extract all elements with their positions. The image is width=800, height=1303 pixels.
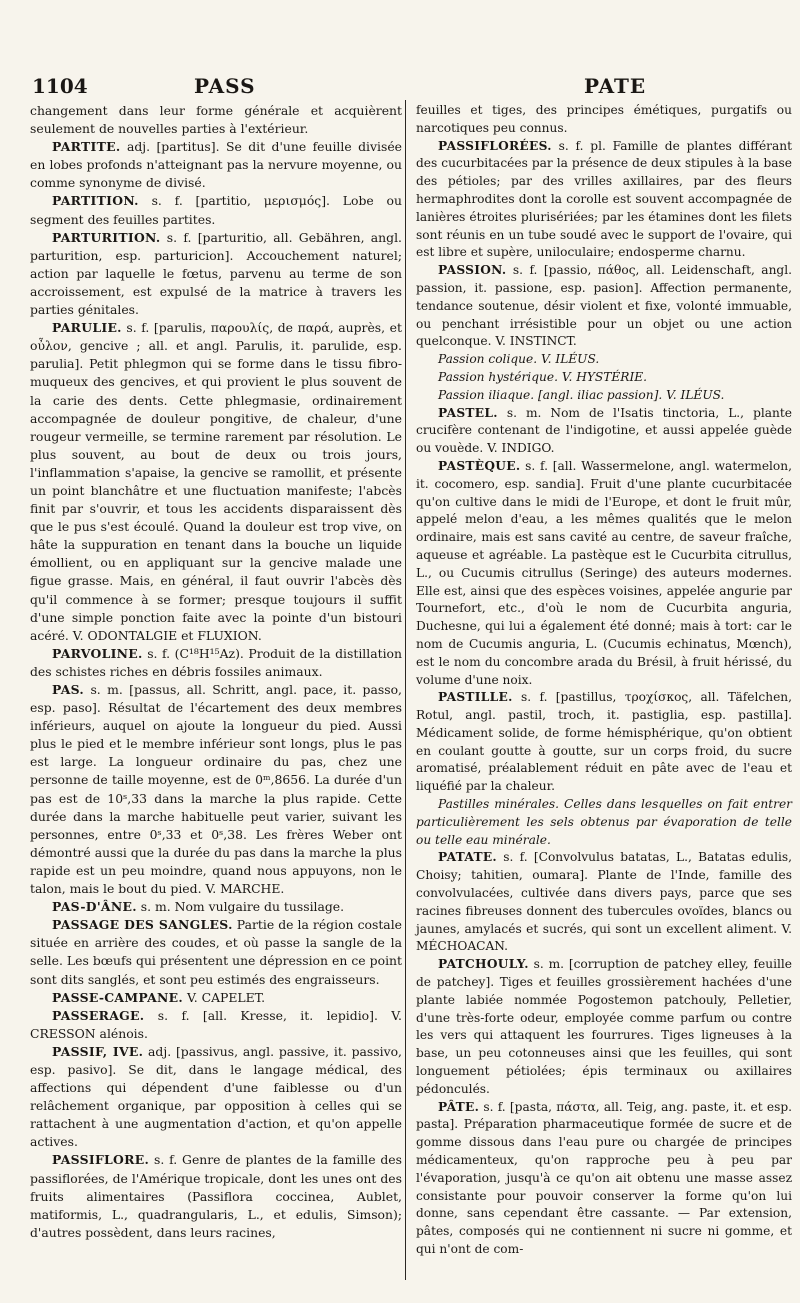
entry-definition: s. f. [pasta, πάστα, all. Teig, ang. paste, it. et esp. pasta]. Préparation pharmaceutique formée de sucre et de gomme dissous dans l'eau pure ou chargée de principes médicamenteux, qu'on rapproche peu à peu par l'évaporation, jusqu'à ce qu'on ait obtenu une masse assez consistante pour pouvoir conserver la forme qu'on lui donne, sans cependant être cassante. — Par extension, pâtes, composés qui ne contiennent ni sucre ni gomme, et qui n'ont de com- (416, 1099, 793, 1256)
dictionary-entry (416, 138, 792, 263)
entry-headword: PATCHOULY. (438, 957, 529, 972)
dictionary-entry (30, 102, 402, 138)
left-column (30, 102, 402, 1242)
entry-headword: PASSE-CAMPANE. (52, 989, 183, 1005)
page-number: 1104 (32, 74, 88, 98)
dictionary-entry (416, 351, 792, 369)
entry-definition: s. m. Nom vulgaire du tussilage. (140, 899, 345, 915)
dictionary-entry (416, 405, 792, 458)
dictionary-entry (30, 898, 402, 916)
entry-definition: s. f. [Convolvulus batatas, L., Batatas edulis, Choisy; tahitien, oumara]. Plante de l'Inde, famille des convolvulacées, cultivée dans divers pays, parce que ses racines fibreuses donnent des tubercules ovoïdes, blancs ou jaunes, amylacés et sucrés, qui sont un excellent aliment. V. MÉCHOACAN. (416, 850, 793, 954)
subentry-text: Passion iliaque. [angl. iliac passion]. V. ILÉUS. (438, 387, 725, 402)
dictionary-entry (30, 1151, 402, 1241)
dictionary-entry (30, 138, 402, 192)
dictionary-entry (30, 916, 402, 988)
entry-headword: PATATE. (438, 850, 497, 865)
entry-definition: s. f. [partitio, μερισμός]. Lobe ou segment des feuilles partites. (30, 193, 402, 227)
entry-headword: PARTITION. (52, 193, 139, 209)
dictionary-entry (30, 1043, 402, 1152)
entry-definition: s. f. [pastillus, τροχίσκος, all. Täfelchen, Rotul, angl. pastil, troch, it. pastiglia, esp. pastilla]. Médicament solide, de forme hémisphérique, qu'on obtient en coulant goutte à goutte, sur un corps froid, du sucre aromatisé, préalablement réduit en pâte avec de l'eau et liquéfié par la chaleur. (416, 690, 792, 794)
entry-definition: s. f. pl. Famille de plantes différant des cucurbitacées par la présence de deux stipules à la base des pétioles; par des vrilles axillaires, par des fleurs hermaphrodites dont la corolle est souvent accompagnée de lanières étroites plurisériées; par les étamines dont les filets sont réunis en un tube soudé avec le support de l'ovaire, qui est libre et supère, uniloculaire; endosperme charnu. (416, 138, 792, 260)
running-head (26, 74, 792, 100)
right-running-head: PATE (584, 74, 647, 98)
entry-headword: PASTEL. (438, 405, 498, 420)
dictionary-entry (416, 796, 792, 849)
dictionary-entry (30, 192, 402, 228)
entry-definition: V. CAPELET. (186, 989, 266, 1005)
entry-headword: PASTILLE. (438, 690, 513, 705)
entry-headword: PASSAGE DES SANGLES. (52, 917, 233, 933)
entry-headword: PASSIF, IVE. (52, 1043, 144, 1059)
entry-headword: PASSIFLORE. (52, 1152, 150, 1168)
dictionary-entry (416, 387, 792, 405)
dictionary-entry (416, 102, 792, 138)
entry-definition: feuilles et tiges, des principes émétiques, purgatifs ou narcotiques peu connus. (416, 103, 792, 135)
entry-headword: PARTURITION. (52, 229, 161, 245)
entry-headword: PASSERAGE. (52, 1007, 145, 1023)
column-divider (405, 100, 406, 1280)
dictionary-entry (30, 1007, 402, 1043)
dictionary-entry (416, 956, 792, 1098)
entry-headword: PÂTE. (438, 1099, 480, 1114)
entry-headword: PASSION. (438, 263, 507, 278)
dictionary-entry (416, 689, 792, 796)
dictionary-entry (30, 229, 402, 319)
entry-headword: PAS. (52, 682, 85, 697)
entry-definition: s. f. [all. Wassermelone, angl. watermelon, it. cocomero, esp. sandia]. Fruit d'une plante cucurbitacée qu'on cultive dans le midi de l'Europe, et dont le fruit mûr, appelé melon d'eau, a les mêmes qualités que le melon ordinaire, mais est sans cavité au centre, de saveur fraîche, aqueuse et agréable. La pastèque est le Cucurbita citrullus, L., ou Cucumis citrullus (Seringe) des auteurs modernes. Elle est, ainsi que des espèces voisines, appelée angurie par Tournefort, etc., d'où le nom de Cucurbita anguria, Duchesne, qui lui a également été donné; mais à tort: car le nom de Cucumis anguria, L. (Cucumis echinatus, Mœnch), est le nom du concombre arada du Brésil, à fruit hérissé, du volume d'une noix. (416, 458, 792, 687)
entry-definition: s. m. Nom de l'Isatis tinctoria, L., plante crucifère contenant de l'indigotine, et aussi appelée guède ou vouède. V. INDIGO. (416, 405, 792, 456)
left-running-head: PASS (194, 74, 256, 98)
entry-definition: s. m. [passus, all. Schritt, angl. pace, it. passo, esp. paso]. Résultat de l'écartement des deux membres inférieurs, auquel on ajoute la longueur du pied. Aussi plus le pied et le membre inférieur sont longs, plus le pas est large. La longueur ordinaire du pas, chez une personne de taille moyenne, est de 0ᵐ,8656. La durée d'un pas est de 10ˢ,33 dans la marche la plus rapide. Cette durée dans la marche habituelle peut varier, suivant les personnes, entre 0ˢ,33 et 0ˢ,38. Les frères Weber ont démontré aussi que la durée du pas dans la marche la plus rapide est un peu moindre, quand nous appuyons, non le talon, mais le bout du pied. V. MARCHE. (30, 682, 402, 897)
subentry-text: Pastilles minérales. Celles dans lesquelles on fait entrer particulièrement les sels obtenus par évaporation de telle ou telle eau minérale. (416, 797, 792, 847)
dictionary-entry (416, 1099, 792, 1259)
entry-headword: PARVOLINE. (52, 645, 143, 661)
dictionary-entry (416, 369, 792, 387)
subentry-text: Passion hystérique. V. HYSTÉRIE. (438, 369, 648, 384)
entry-definition: s. m. [corruption de patchey elley, feuille de patchey]. Tiges et feuilles grossièrement hachées d'une plante labiée nommée Pogostemon patchouly, Pelletier, d'une très-forte odeur, employée comme parfum ou contre les vers qui attaquent les fourrures. Tiges ligneuses à la base, un peu cotonneuses ainsi que les feuilles, qui sont longuement pétiolées; épis terminaux ou axillaires pédonculés. (416, 957, 792, 1096)
dictionary-entry (416, 458, 792, 689)
subentry-text: Passion colique. V. ILÉUS. (438, 352, 600, 367)
entry-definition: adj. [passivus, angl. passive, it. passivo, esp. pasivo]. Se dit, dans le langage médical, des affections qui dépendent d'une faiblesse ou d'un relâchement organique, par opposition à celles qui se rattachent à une augmentation d'action, et qu'on appelle actives. (30, 1043, 402, 1150)
entry-headword: PAS-D'ÂNE. (52, 899, 137, 915)
entry-headword: PASTÈQUE. (438, 458, 521, 473)
entry-definition: Partie de la région costale située en arrière des coudes, et où passe la sangle de la selle. Les bœufs qui présentent une dépression en ce point sont dits sanglés, et sont peu estimés des engraisseurs. (30, 917, 402, 987)
dictionary-entry (30, 681, 402, 898)
entry-definition: s. f. [all. Kresse, it. lepidio]. V. CRESSON alénois. (30, 1007, 402, 1041)
entry-headword: PARTITE. (52, 139, 121, 155)
right-column (416, 102, 792, 1259)
entry-definition: adj. [partitus]. Se dit d'une feuille divisée en lobes profonds n'atteignant pas la nervure moyenne, ou comme synonyme de divisé. (30, 139, 402, 191)
dictionary-entry (30, 645, 402, 681)
entry-definition: s. f. [parulis, παρουλίς, de παρά, auprès, et οὖλον, gencive ; all. et angl. Parulis, it. parulide, esp. parulia]. Petit phlegmon qui se forme dans le tissu fibro-muqueux des gencives, et qui provient le plus souvent de la carie des dents. Cette phlegmasie, ordinairement accompagnée de douleur pongitive, de chaleur, d'une rougeur vermeille, se termine rarement par résolution. Le plus souvent, au bout de deux ou trois jours, l'inflammation s'apaise, la gencive se ramollit, et présente un point blanchâtre et une fluctuation manifeste; l'abcès finit par s'ouvrir, et tous les accidents disparaissent dès que le pus s'est écoulé. Quand la douleur est trop vive, on hâte la suppuration en tenant dans la bouche un liquide émollient, ou en appliquant sur la gencive malade une figue grasse. Mais, en général, il faut ouvrir l'abcès dès qu'il commence à se former; presque toujours il suffit d'une simple ponction faite avec la pointe d'un bistouri acéré. V. ODONTALGIE et FLUXION. (30, 320, 402, 643)
entry-definition: s. f. (C¹⁸H¹⁵Az). Produit de la distillation des schistes riches en débris fossiles animaux. (30, 645, 402, 679)
entry-headword: PASSIFLORÉES. (438, 138, 552, 153)
dictionary-entry (30, 319, 402, 645)
dictionary-entry (416, 849, 792, 956)
entry-definition: s. f. [parturitio, all. Gebähren, angl. parturition, esp. parturicion]. Accouchement naturel; action par laquelle le fœtus, parvenu au terme de son accroissement, est expulsé de la matrice à travers les parties génitales. (30, 229, 402, 318)
entry-definition: changement dans leur forme générale et acquièrent seulement de nouvelles parties à l'extérieur. (30, 103, 402, 137)
entry-definition: s. f. [passio, πάθος, all. Leidenschaft, angl. passion, it. passione, esp. pasion]. Affection permanente, tendance soutenue, désir violent et fixe, volonté immuable, ou penchant irrésistible pour un objet ou une action quelconque. V. INSTINCT. (416, 263, 792, 349)
entry-definition: s. f. Genre de plantes de la famille des passiflorées, de l'Amérique tropicale, dont les unes ont des fruits alimentaires (Passiflora coccinea, Aublet, matiformis, L., quadrangularis, L., et edulis, Simson); d'autres possèdent, dans leurs racines, (30, 1152, 402, 1240)
dictionary-entry (30, 989, 402, 1007)
entry-headword: PARULIE. (52, 320, 122, 336)
dictionary-entry (416, 262, 792, 351)
